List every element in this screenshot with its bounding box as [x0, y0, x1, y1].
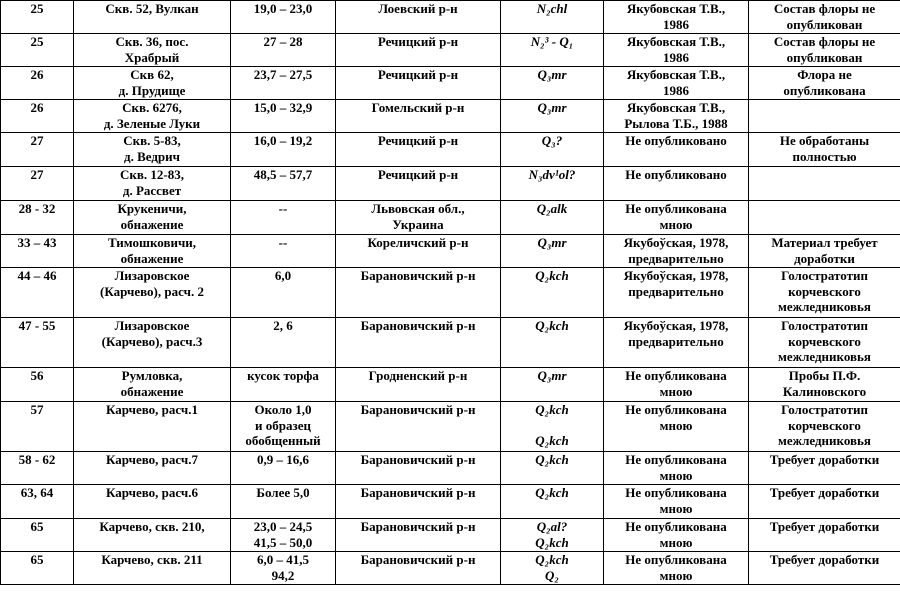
- cell-region: [336, 402, 501, 452]
- cell-author-line: мною: [659, 467, 693, 483]
- cell-author-line: мною: [659, 417, 693, 433]
- cell-depth-line: 15,0 – 32,9: [253, 100, 313, 115]
- cell-author: [604, 268, 749, 318]
- cell-location-line: Лизаровское: [114, 268, 190, 283]
- cell-location: [74, 167, 231, 201]
- cell-location: [74, 318, 231, 368]
- cell-author-line: Якубовская Т.В.,: [626, 67, 726, 82]
- cell-depth: [231, 368, 336, 402]
- cell-note: [749, 519, 900, 552]
- cell-author: [604, 519, 749, 552]
- cell-age-index: [501, 519, 604, 552]
- cell-author: [604, 485, 749, 519]
- cell-location-line: обнажение: [120, 250, 184, 266]
- cell-author-line: Якубовская Т.В.,: [626, 1, 726, 16]
- cell-note-line: Требует доработки: [769, 452, 880, 467]
- cell-location-line: Карчево, расч.1: [105, 402, 198, 417]
- cell-note: [749, 67, 900, 100]
- cell-sample-number: 65: [1, 519, 74, 552]
- cell-note-line: [752, 100, 897, 116]
- cell-note-line: Флора не: [797, 67, 852, 82]
- cell-note: [749, 1, 900, 34]
- table-row: [1, 368, 900, 402]
- cell-age-index: [501, 100, 604, 133]
- cell-note-line: полностью: [792, 148, 857, 164]
- cell-depth: [231, 100, 336, 133]
- cell-depth: [231, 67, 336, 100]
- cell-depth: [231, 34, 336, 67]
- cell-note: [749, 167, 900, 201]
- cell-region-line: Украина: [392, 216, 444, 232]
- table-row: [1, 552, 900, 585]
- cell-region: [336, 1, 501, 34]
- cell-location-line: Скв. 12-83,: [120, 167, 184, 182]
- cell-author: [604, 34, 749, 67]
- cell-location: [74, 133, 231, 167]
- cell-location-line: Тимошковичи,: [107, 235, 197, 250]
- cell-author: [604, 100, 749, 133]
- cell-region-line: Гродненский р-н: [368, 368, 468, 383]
- cell-author-line: Не опубликована: [625, 402, 727, 417]
- cell-location-line: Скв. 6276,: [122, 100, 182, 115]
- cell-depth-line: 41,5 – 50,0: [253, 534, 313, 550]
- cell-location: [74, 67, 231, 100]
- cell-sample-number: 63, 64: [1, 485, 74, 519]
- cell-sample-number: 65: [1, 552, 74, 585]
- cell-age-index-line: N₂³ - Q₁: [530, 34, 574, 49]
- cell-depth: [231, 485, 336, 519]
- cell-author-line: Якубоўская, 1978,: [623, 268, 729, 283]
- cell-author-line: 1986: [663, 16, 689, 32]
- table-row: [1, 167, 900, 201]
- table-row: [1, 133, 900, 167]
- cell-author-line: предварительно: [628, 333, 724, 349]
- cell-depth-line: 27 – 28: [263, 34, 303, 49]
- cell-age-index-line: [504, 418, 600, 434]
- cell-depth-line: --: [278, 201, 288, 216]
- table-row: [1, 34, 900, 67]
- cell-author-line: Рылова Т.Б., 1988: [624, 115, 728, 131]
- cell-author-line: Не опубликована: [625, 519, 727, 534]
- cell-location-line: Карчево, скв. 211: [101, 552, 203, 567]
- cell-depth: [231, 1, 336, 34]
- cell-depth-line: 19,0 – 23,0: [253, 1, 313, 16]
- cell-note-line: Состав флоры не: [773, 1, 876, 16]
- cell-author: [604, 402, 749, 452]
- cell-location-line: Крукеничи,: [117, 201, 187, 216]
- cell-depth: [231, 235, 336, 268]
- cell-depth-line: --: [278, 235, 288, 250]
- cell-depth-line: Около 1,0: [254, 402, 312, 417]
- cell-depth: [231, 167, 336, 201]
- cell-note: [749, 368, 900, 402]
- cell-note-line: Голостратотип: [781, 402, 868, 417]
- cell-region: [336, 485, 501, 519]
- cell-location-line: обнажение: [120, 383, 184, 399]
- cell-age-index: [501, 318, 604, 368]
- cell-region-line: Речицкий р-н: [377, 34, 459, 49]
- cell-depth: [231, 452, 336, 485]
- cell-note: [749, 133, 900, 167]
- cell-note: [749, 485, 900, 519]
- cell-author-line: 1986: [663, 49, 689, 65]
- cell-note-line: Пробы П.Ф.: [788, 368, 861, 383]
- table-row: [1, 201, 900, 235]
- cell-age-index-line: Q₂kch: [535, 268, 569, 283]
- table-body: [1, 1, 900, 585]
- cell-note-line: опубликован: [786, 16, 863, 32]
- cell-region-line: Барановичский р-н: [360, 452, 476, 467]
- cell-depth: [231, 201, 336, 235]
- cell-note-line: Требует доработки: [769, 552, 880, 567]
- cell-age-index-line: Q₃mr: [537, 100, 567, 115]
- cell-region: [336, 34, 501, 67]
- cell-depth-line: 2, 6: [273, 318, 293, 333]
- cell-region: [336, 519, 501, 552]
- cell-region: [336, 235, 501, 268]
- cell-location: [74, 268, 231, 318]
- table-row: [1, 67, 900, 100]
- cell-region-line: Барановичский р-н: [360, 268, 476, 283]
- cell-sample-number: 28 - 32: [1, 201, 74, 235]
- cell-age-index: [501, 201, 604, 235]
- cell-note-line: опубликована: [783, 82, 866, 98]
- cell-author-line: мною: [659, 534, 693, 550]
- cell-note-line: корчевского: [788, 417, 861, 433]
- cell-location-line: Карчево, расч.7: [105, 452, 198, 467]
- cell-location: [74, 552, 231, 585]
- table-row: [1, 485, 900, 519]
- cell-note-line: Состав флоры не: [773, 34, 876, 49]
- cell-age-index: [501, 368, 604, 402]
- cell-age-index-line: Q₂al?: [536, 519, 568, 534]
- cell-author: [604, 552, 749, 585]
- cell-age-index-line: Q₂kch: [535, 552, 569, 567]
- cell-depth: [231, 552, 336, 585]
- cell-location-line: Скв. 52, Вулкан: [105, 1, 199, 16]
- cell-depth-line: 6,0: [274, 268, 292, 283]
- cell-depth-line: и образец: [255, 417, 311, 433]
- cell-author: [604, 235, 749, 268]
- cell-note-line: Голостратотип: [781, 268, 868, 283]
- cell-region: [336, 100, 501, 133]
- cell-region-line: Барановичский р-н: [360, 552, 476, 567]
- cell-location-line: Карчево, скв. 210,: [99, 519, 205, 534]
- cell-age-index-line: Q₃mr: [537, 67, 567, 82]
- cell-note-line: корчевского: [788, 333, 861, 349]
- cell-note-line: Требует доработки: [769, 519, 880, 534]
- cell-depth-line: 16,0 – 19,2: [253, 133, 313, 148]
- cell-age-index-line: Q₂: [545, 567, 559, 583]
- cell-location-line: д. Прудище: [118, 82, 186, 98]
- cell-location: [74, 519, 231, 552]
- cell-location: [74, 34, 231, 67]
- cell-region: [336, 67, 501, 100]
- cell-author-line: предварительно: [628, 283, 724, 299]
- cell-region-line: Кореличский р-н: [367, 235, 469, 250]
- cell-region: [336, 133, 501, 167]
- cell-region-line: Барановичский р-н: [360, 519, 476, 534]
- cell-depth-line: 23,7 – 27,5: [253, 67, 313, 82]
- cell-author-line: Не опубликована: [625, 485, 727, 500]
- cell-region: [336, 268, 501, 318]
- cell-age-index-line: Q₂kch: [535, 433, 569, 448]
- cell-sample-number: 57: [1, 402, 74, 452]
- cell-location-line: Скв 62,: [130, 67, 174, 82]
- cell-note: [749, 318, 900, 368]
- cell-age-index-line: Q₂alk: [536, 201, 568, 216]
- cell-author: [604, 167, 749, 201]
- cell-note-line: Голостратотип: [781, 318, 868, 333]
- cell-location: [74, 485, 231, 519]
- cell-location: [74, 452, 231, 485]
- cell-location-line: Румловка,: [121, 368, 183, 383]
- cell-depth: [231, 268, 336, 318]
- cell-age-index-line: Q₂kch: [535, 402, 569, 417]
- cell-age-index: [501, 402, 604, 452]
- cell-author-line: предварительно: [628, 250, 724, 266]
- cell-location-line: обнажение: [120, 216, 184, 232]
- cell-region: [336, 318, 501, 368]
- cell-age-index-line: N₃dv¹ol?: [528, 167, 576, 182]
- cell-location-line: д. Зеленые Луки: [103, 115, 201, 131]
- cell-depth-line: 6,0 – 41,5: [257, 552, 309, 567]
- cell-location-line: Скв. 36, пос.: [115, 34, 189, 49]
- cell-age-index: [501, 133, 604, 167]
- cell-depth-line: 0,9 – 16,6: [257, 452, 309, 467]
- cell-note-line: [752, 167, 897, 183]
- cell-region: [336, 452, 501, 485]
- cell-author-line: Не опубликована: [625, 552, 727, 567]
- cell-sample-number: 25: [1, 34, 74, 67]
- cell-region-line: Барановичский р-н: [360, 485, 476, 500]
- table-row: [1, 235, 900, 268]
- cell-depth: [231, 519, 336, 552]
- table-row: [1, 100, 900, 133]
- cell-age-index-line: Q₂kch: [535, 318, 569, 333]
- cell-age-index-line: Q₂kch: [535, 452, 569, 467]
- cell-note: [749, 452, 900, 485]
- cell-location-line: Храбрый: [124, 49, 180, 65]
- cell-note-line: опубликован: [786, 49, 863, 65]
- cell-note-line: Материал требует: [771, 235, 878, 250]
- cell-depth: [231, 402, 336, 452]
- cell-sample-number: 26: [1, 100, 74, 133]
- table-row: [1, 402, 900, 452]
- cell-author-line: Не опубликована: [625, 368, 727, 383]
- cell-note: [749, 268, 900, 318]
- cell-location-line: Карчево, расч.6: [105, 485, 198, 500]
- cell-author-line: мною: [659, 567, 693, 583]
- cell-author-line: Не опубликовано: [625, 133, 727, 148]
- cell-depth: [231, 318, 336, 368]
- cell-note-line: Требует доработки: [769, 485, 880, 500]
- cell-sample-number: 33 – 43: [1, 235, 74, 268]
- cell-age-index: [501, 167, 604, 201]
- cell-sample-number: 26: [1, 67, 74, 100]
- cell-note-line: корчевского: [788, 283, 861, 299]
- cell-location-line: д. Ведрич: [124, 148, 180, 164]
- cell-age-index: [501, 452, 604, 485]
- table-row: [1, 268, 900, 318]
- cell-location: [74, 1, 231, 34]
- cell-sample-number: 44 – 46: [1, 268, 74, 318]
- cell-age-index: [501, 1, 604, 34]
- cell-author-line: Не опубликована: [625, 452, 727, 467]
- cell-note: [749, 402, 900, 452]
- cell-region-line: Речицкий р-н: [377, 133, 459, 148]
- cell-location: [74, 100, 231, 133]
- cell-age-index-line: Q₃mr: [537, 368, 567, 383]
- cell-note: [749, 552, 900, 585]
- cell-age-index-line: Q₂kch: [535, 485, 569, 500]
- cell-author-line: мною: [659, 500, 693, 516]
- cell-note-line: доработки: [794, 250, 855, 266]
- cell-note-line: межледниковья: [778, 349, 871, 364]
- cell-region: [336, 552, 501, 585]
- cell-region-line: Гомельский р-н: [371, 100, 465, 115]
- cell-age-index-line: N₂chl: [536, 1, 568, 16]
- cell-author-line: Не опубликовано: [625, 167, 727, 182]
- cell-note: [749, 235, 900, 268]
- cell-region: [336, 167, 501, 201]
- cell-region: [336, 368, 501, 402]
- cell-region-line: Речицкий р-н: [377, 67, 459, 82]
- cell-author: [604, 133, 749, 167]
- cell-author-line: 1986: [663, 82, 689, 98]
- cell-region-line: Барановичский р-н: [360, 318, 476, 333]
- cell-author-line: мною: [659, 216, 693, 232]
- cell-author: [604, 368, 749, 402]
- table-row: [1, 452, 900, 485]
- cell-age-index: [501, 67, 604, 100]
- cell-note: [749, 34, 900, 67]
- cell-note-line: [752, 201, 897, 217]
- cell-note-line: Не обработаны: [779, 133, 870, 148]
- cell-age-index-line: Q₃?: [541, 133, 563, 148]
- cell-author-line: Якубовская Т.В.,: [626, 34, 726, 49]
- cell-note: [749, 100, 900, 133]
- cell-note: [749, 201, 900, 235]
- cell-age-index: [501, 235, 604, 268]
- cell-region-line: Лоевский р-н: [378, 1, 458, 16]
- cell-location: [74, 402, 231, 452]
- cell-region: [336, 201, 501, 235]
- cell-location: [74, 235, 231, 268]
- cell-age-index: [501, 34, 604, 67]
- cell-depth-line: Более 5,0: [256, 485, 310, 500]
- cell-note-line: межледниковья: [778, 433, 871, 448]
- cell-author: [604, 201, 749, 235]
- cell-location: [74, 201, 231, 235]
- cell-region-line: Речицкий р-н: [377, 167, 459, 182]
- cell-sample-number: 25: [1, 1, 74, 34]
- cell-depth-line: 23,0 – 24,5: [253, 519, 313, 534]
- cell-depth-line: обобщенный: [245, 433, 321, 448]
- cell-author-line: мною: [659, 383, 693, 399]
- cell-author-line: Якубоўская, 1978,: [623, 318, 729, 333]
- cell-sample-number: 27: [1, 133, 74, 167]
- cell-location-line: Скв. 5-83,: [123, 133, 181, 148]
- cell-depth-line: 48,5 – 57,7: [253, 167, 313, 182]
- cell-depth-line: кусок торфа: [247, 368, 319, 383]
- cell-age-index: [501, 552, 604, 585]
- cell-sample-number: 47 - 55: [1, 318, 74, 368]
- cell-depth: [231, 133, 336, 167]
- table-row: [1, 519, 900, 552]
- cell-location-line: д. Рассвет: [122, 182, 182, 198]
- cell-author: [604, 452, 749, 485]
- cell-age-index: [501, 485, 604, 519]
- cell-location-line: (Карчево), расч. 2: [100, 283, 204, 299]
- cell-age-index-line: Q₂kch: [535, 534, 569, 550]
- cell-region-line: Львовская обл.,: [371, 201, 465, 216]
- cell-location-line: Лизаровское: [114, 318, 190, 333]
- cell-location-line: (Карчево), расч.3: [101, 333, 203, 349]
- cell-sample-number: 56: [1, 368, 74, 402]
- table-row: [1, 318, 900, 368]
- cell-note-line: Калиновского: [782, 383, 867, 399]
- cell-age-index: [501, 268, 604, 318]
- table-row: [1, 1, 900, 34]
- cell-location: [74, 368, 231, 402]
- cell-author: [604, 1, 749, 34]
- cell-author: [604, 318, 749, 368]
- cell-sample-number: 27: [1, 167, 74, 201]
- cell-depth-line: 94,2: [271, 567, 295, 583]
- cell-author-line: Якубовская Т.В.,: [626, 100, 726, 115]
- cell-age-index-line: Q₃mr: [537, 235, 567, 250]
- cell-author-line: Не опубликована: [625, 201, 727, 216]
- cell-author: [604, 67, 749, 100]
- cell-note-line: межледниковья: [778, 299, 871, 314]
- cell-region-line: Барановичский р-н: [360, 402, 476, 417]
- cell-sample-number: 58 - 62: [1, 452, 74, 485]
- cell-author-line: Якубоўская, 1978,: [623, 235, 729, 250]
